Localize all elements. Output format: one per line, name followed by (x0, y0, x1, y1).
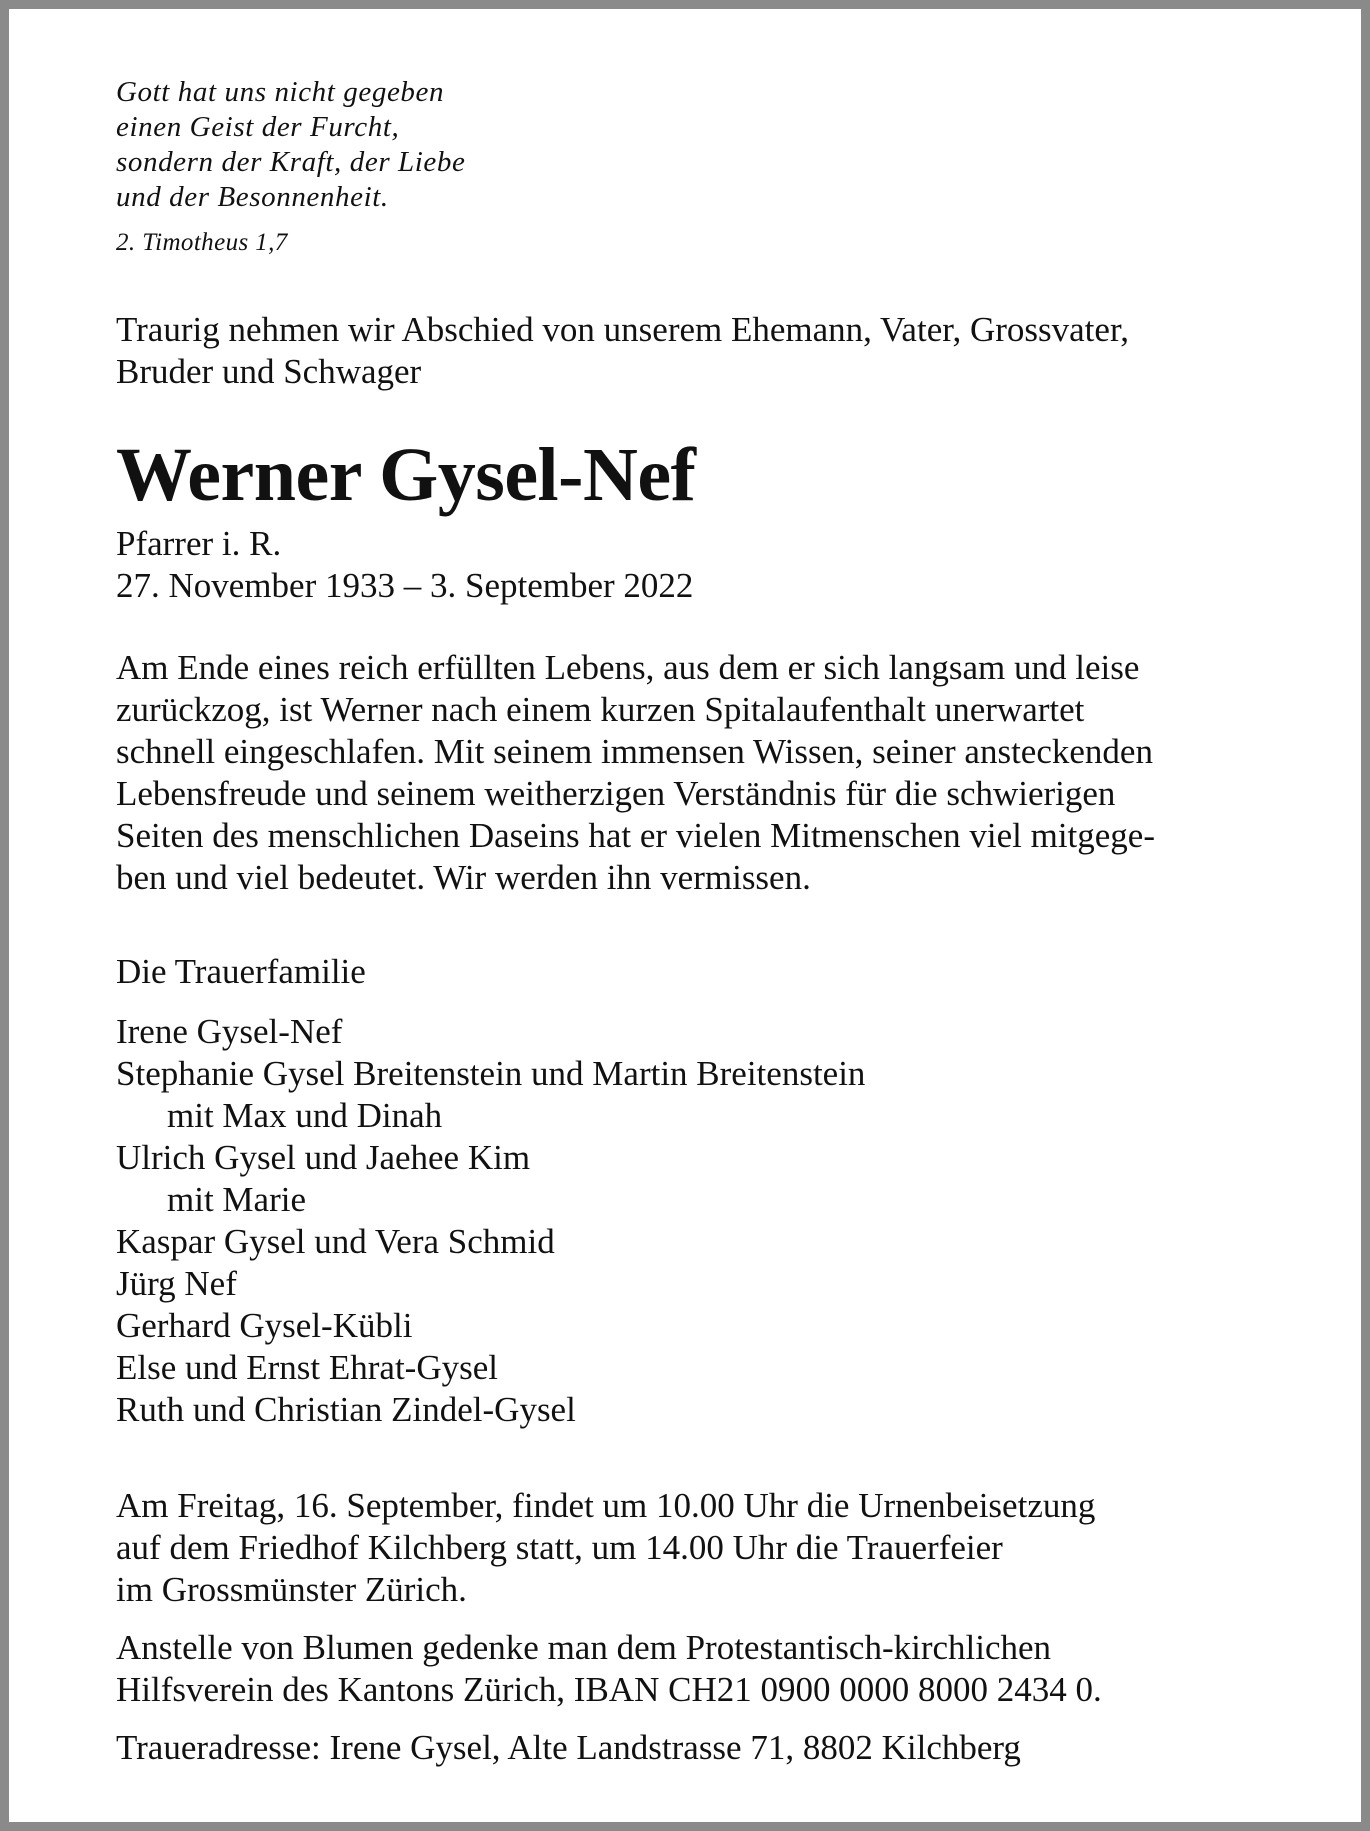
family-member: Gerhard Gysel-Kübli (116, 1306, 413, 1345)
tribute-paragraph (116, 647, 1286, 899)
mourning-address: Traueradresse: Irene Gysel, Alte Landstrasse 71, 8802 Kilchberg (116, 1728, 1021, 1767)
family-heading: Die Trauerfamilie (116, 952, 366, 991)
service-line: Am Freitag, 16. September, findet um 10.00 Uhr die Urnenbeisetzung (116, 1486, 1096, 1525)
tribute-line: Lebensfreude und seinem weitherzigen Verständnis für die schwierigen (116, 774, 1116, 813)
donation-note (116, 1627, 1286, 1711)
family-member-children: mit Marie (167, 1180, 306, 1219)
bible-verse-line: Gott hat uns nicht gegeben (116, 76, 445, 108)
intro-line: Bruder und Schwager (116, 352, 422, 391)
bible-verse-line: und der Besonnenheit. (116, 181, 389, 213)
bible-verse-reference: 2. Timotheus 1,7 (116, 229, 288, 256)
family-member: Jürg Nef (116, 1264, 237, 1303)
service-details (116, 1485, 1286, 1611)
life-dates: 27. November 1933 – 3. September 2022 (116, 566, 694, 605)
family-member: Stephanie Gysel Breitenstein und Martin Breitenstein (116, 1054, 866, 1093)
bible-verse-line: sondern der Kraft, der Liebe (116, 146, 466, 178)
service-line: im Grossmünster Zürich. (116, 1570, 467, 1609)
donation-line: Anstelle von Blumen gedenke man dem Protestantisch-kirchlichen (116, 1628, 1052, 1667)
intro-text (116, 309, 1286, 393)
family-list (116, 1011, 1286, 1431)
tribute-line: zurückzog, ist Werner nach einem kurzen Spitalaufenthalt unerwartet (116, 690, 1085, 729)
donation-line: Hilfsverein des Kantons Zürich, IBAN CH21 0900 0000 8000 2434 0. (116, 1670, 1102, 1709)
family-member: Ruth und Christian Zindel-Gysel (116, 1390, 576, 1429)
bible-verse (116, 75, 1286, 215)
tribute-line: ben und viel bedeutet. Wir werden ihn vermissen. (116, 858, 811, 897)
family-member: Kaspar Gysel und Vera Schmid (116, 1222, 555, 1261)
family-member: Irene Gysel-Nef (116, 1012, 343, 1051)
deceased-title: Pfarrer i. R. (116, 524, 282, 563)
bible-verse-line: einen Geist der Furcht, (116, 111, 400, 143)
deceased-name: Werner Gysel-Nef (116, 433, 696, 517)
family-member: Ulrich Gysel und Jaehee Kim (116, 1138, 531, 1177)
tribute-line: schnell eingeschlafen. Mit seinem immensen Wissen, seiner ansteckenden (116, 732, 1153, 771)
obituary-notice (116, 75, 1286, 1769)
family-member-children: mit Max und Dinah (167, 1096, 443, 1135)
service-line: auf dem Friedhof Kilchberg statt, um 14.00 Uhr die Trauerfeier (116, 1528, 1003, 1567)
intro-line: Traurig nehmen wir Abschied von unserem Ehemann, Vater, Grossvater, (116, 310, 1129, 349)
tribute-line: Seiten des menschlichen Daseins hat er vielen Mitmenschen viel mitgege- (116, 816, 1155, 855)
tribute-line: Am Ende eines reich erfüllten Lebens, aus dem er sich langsam und leise (116, 648, 1140, 687)
family-member: Else und Ernst Ehrat-Gysel (116, 1348, 498, 1387)
